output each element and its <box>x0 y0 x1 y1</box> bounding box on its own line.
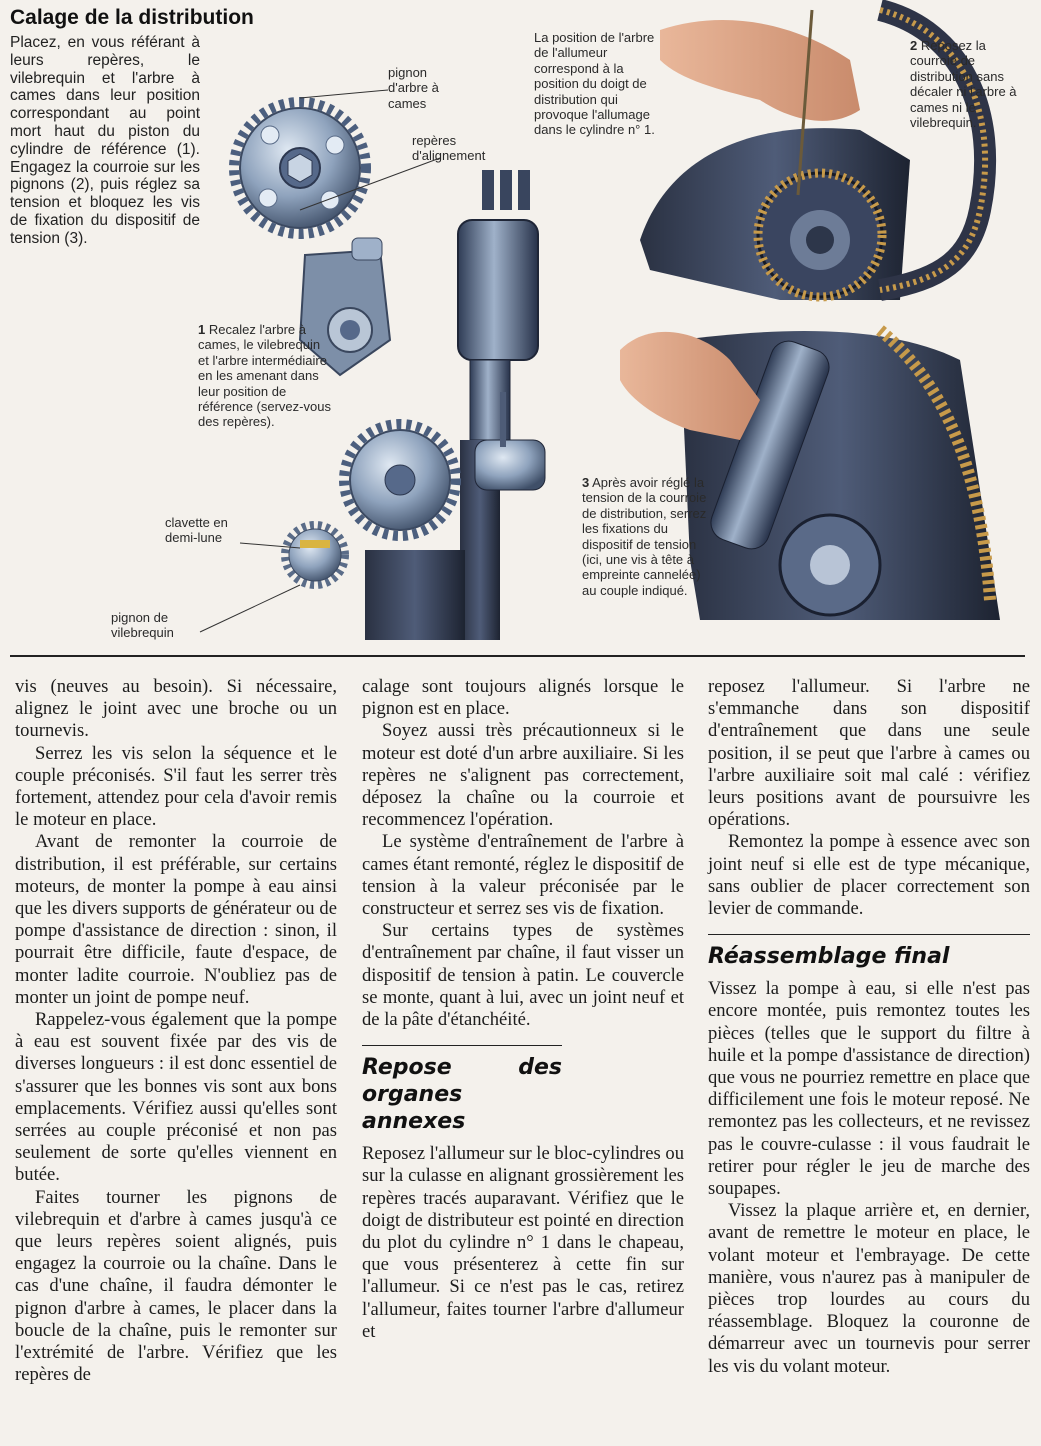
page-title: Calage de la distribution <box>10 6 254 29</box>
section-heading-repose: Repose des organes annexes <box>362 1045 562 1135</box>
section-heading-reassemblage: Réassemblage final <box>708 934 1030 970</box>
caption-step-1 <box>198 322 332 430</box>
paragraph: Le système d'entraînement de l'arbre à cames étant remonté, réglez le dispositif de tension à la valeur préconisée par le constructeur et serrez ses vis de fixation. <box>362 831 684 920</box>
step-number: 2 <box>910 38 918 53</box>
paragraph: Remontez la pompe à essence avec son joint neuf si elle est de type mécanique, sans oublier de placer correctement son levier de commande. <box>708 831 1030 920</box>
paragraph: Faites tourner les pignons de vilebrequin et d'arbre à cames jusqu'à ce que leurs repères soient alignés, puis engagez la courroie ou la chaîne. Dans le cas d'une chaîne, il faudra démonter le pignon d'arbre à cames, le placer dans la boucle de la chaîne, puis le remonter sur l'extrémité de l'arbre. Vérifiez que les repères de <box>15 1186 337 1386</box>
leader-line <box>300 90 388 98</box>
paragraph: vis (neuves au besoin). Si nécessaire, alignez le joint avec une broche ou un tournevis. <box>15 676 337 742</box>
text-column-3 <box>708 676 1030 1378</box>
paragraph: Reposez l'allumeur sur le bloc-cylindres ou sur la culasse en alignant grossièrement les repères tracés auparavant. Vérifiez que le doigt de distributeur est pointé en direction du plot du cylindre n° 1 dans le chapeau, que vous présenterez à cette fin sur l'allumeur. Si ce n'est pas le cas, retirez l'allumeur, faites tourner l'arbre d'allumeur et <box>362 1143 684 1342</box>
paragraph: Vissez la pompe à eau, si elle n'est pas encore montée, puis remontez toutes les pièces (telles que le support du filtre à huile et la pompe d'assistance de direction) que vous ne pourriez remettre en place que difficilement une fois le moteur reposé. Ne remontez pas les collecteurs, et ne revissez pas le couvre-culasse : il vous faudrait le retirer pour régler le jeu de marche des soupapes. <box>708 978 1030 1200</box>
step-text: Recalez l'arbre à cames, le vilebrequin et l'arbre intermédiaire en les amenant dans leur position de référence (servez-vous des repères). <box>198 322 331 430</box>
paragraph: Soyez aussi très précautionneux si le moteur est doté d'un arbre auxiliaire. Si les repères ne s'alignent pas correctement, déposez la chaîne ou la courroie et recommencez l'opération. <box>362 720 684 831</box>
step-number: 1 <box>198 322 206 337</box>
label-reperes: repères d'alignement <box>412 133 486 164</box>
label-pignon-arbre: pignon d'arbre à cames <box>388 65 439 111</box>
camshaft-gear-icon <box>234 102 366 234</box>
paragraph: calage sont toujours alignés lorsque le pignon est en place. <box>362 676 684 720</box>
caption-step-2 <box>910 38 1035 130</box>
paragraph: Serrez les vis selon la séquence et le couple préconisés. S'il faut les serrer très fortement, attendez pour cela d'avoir remis le moteur en place. <box>15 742 337 831</box>
label-allumeur: La position de l'arbre de l'allumeur correspond à la position du doigt de distribution qui provoque l'allumage dans le cylindre n° 1. <box>534 30 655 138</box>
label-clavette: clavette en demi-lune <box>165 515 228 546</box>
intermediate-gear-icon <box>344 424 465 640</box>
paragraph: Sur certains types de systèmes d'entraînement par chaîne, il faut visser un dispositif de tension à patin. Le couvercle se monte, quant à lui, avec un joint neuf et de la pâte d'étanchéité. <box>362 920 684 1031</box>
intro-paragraph: Placez, en vous référant à leurs repères, le vilebrequin et l'arbre à cames dans leur position correspondant au point mort haut du piston du cylindre de référence (1). Engagez la courroie sur les pignons (2), puis réglez sa tension et bloquez les vis de fixation du dispositif de tension (3). <box>10 34 200 247</box>
paragraph: Vissez la plaque arrière et, en dernier, avant de remettre le moteur en place, le volant moteur et l'embrayage. De cette manière, vous n'aurez pas à manipuler de pièces trop lourdes au cours du réassemblage. Bloquez la couronne de démarreur avec un tournevis pour serrer les vis du volant moteur. <box>708 1200 1030 1377</box>
paragraph: Rappelez-vous également que la pompe à eau est souvent fixée par des vis de diverses longueurs : il est donc essentiel de s'assurer que les bonnes vis sont aux bons emplacements. Vérifiez aussi qu'elles sont serrées au couple préconisé et non pas seulement de sorte qu'elles viennent en butée. <box>15 1009 337 1186</box>
timing-illustration <box>0 0 1041 650</box>
paragraph: reposez l'allumeur. Si l'arbre ne s'emmanche dans son dispositif d'entraînement que dans une seule position, il se peut que l'arbre à cames ou l'arbre auxiliaire soit mal calé : vérifiez leurs positions avant de poursuivre les opérations. <box>708 676 1030 831</box>
section-divider <box>10 655 1025 657</box>
step-text: Après avoir réglé la tension de la courroie de distribution, serrez les fixations du dispositif de tension (ici, une vis à tête à empreinte cannelée) au couple indiqué. <box>582 475 707 598</box>
caption-step-3 <box>582 475 716 598</box>
step-text: Reposez la courroie de distribution sans décaler ni l'arbre à cames ni le vilebrequin. <box>910 38 1017 131</box>
leader-line <box>200 585 300 632</box>
label-pignon-vilebrequin: pignon de vilebrequin <box>111 610 174 641</box>
crankshaft-gear-icon <box>285 525 345 585</box>
distributor-icon <box>458 170 545 640</box>
text-column-2 <box>362 676 684 1343</box>
text-column-1 <box>15 676 337 1387</box>
step-number: 3 <box>582 475 590 490</box>
paragraph: Avant de remonter la courroie de distribution, il est préférable, sur certains moteurs, de monter la pompe à eau ainsi que les divers supports de générateur ou de pompe d'assistance de direction : sinon, il pourrait être difficile, faute d'espace, de monter ladite courroie. N'oubliez pas de monter un joint de pompe neuf. <box>15 831 337 1008</box>
